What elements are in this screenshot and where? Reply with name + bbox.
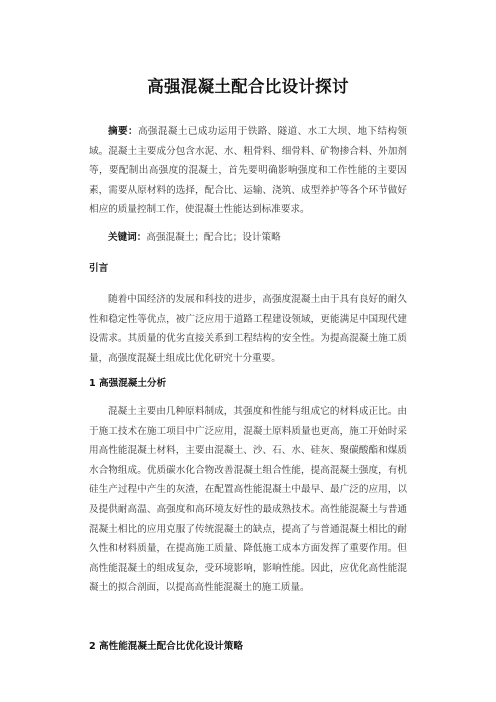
document-title: 高强混凝土配合比设计探讨 <box>147 77 349 96</box>
keywords-text: 高强混凝土；配合比；设计策略 <box>146 232 281 243</box>
abstract-paragraph <box>89 122 407 220</box>
keywords-paragraph <box>89 228 407 248</box>
section-2-heading: 2 高性能混凝土配合比优化设计策略 <box>89 641 243 652</box>
abstract-text: 高强混凝土已成功运用于铁路、隧道、水工大坝、地下结构领域。混凝土主要成分包含水泥、水、粗骨料、细骨料、矿物掺合料、外加剂等，要配制出高强度的混凝土，首先要明确影响强度和工作性能的主要因素，需要从原材料的选择，配合比、运输、浇筑、成型养护等各个环节做好相应的质量控制工作，使混凝土性能达到标准要求。 <box>89 126 408 216</box>
section-1-heading: 1 高强混凝土分析 <box>89 378 167 389</box>
keywords-label: 关键词： <box>108 232 147 243</box>
section-1-paragraph: 混凝土主要由几种原料制成，其强度和性能与组成它的材料成正比。由于施工技术在施工项目中广泛应用，混凝土原料质量也更高，施工开始时采用高性能混凝土材料，主要由混凝土、沙、石、水、硅灰、聚碳酸酯和煤质水合物组成。优质碳水化合物改善混凝土组合性能，提高混凝土强度，有机硅生产过程中产生的灰渣，在配置高性能混凝土中最早、最广泛的应用，以及提供耐高温、高强度和高环境友好性的最成熟技术。高性能混凝土与普通混凝土相比的应用克服了传统混凝土的缺点，提高了与普通混凝土相比的耐久性和材料质量，在提高施工质量、降低施工成本方面发挥了重要作用。但高性能混凝土的组成复杂，受环境影响，影响性能。因此，应优化高性能混凝土的拟合剖面，以提高高性能混凝土的施工质量。 <box>89 406 407 594</box>
intro-heading: 引言 <box>89 263 109 274</box>
abstract-label: 摘要： <box>108 126 138 137</box>
intro-paragraph: 随着中国经济的发展和科技的进步，高强度混凝土由于具有良好的耐久性和稳定性等优点，被广泛应用于道路工程建设领域，更能满足中国现代建设需求。其质量的优劣直接关系到工程结构的安全性。为提高混凝土施工质量，高强度混凝土组成比优化研究十分重要。 <box>89 294 407 364</box>
